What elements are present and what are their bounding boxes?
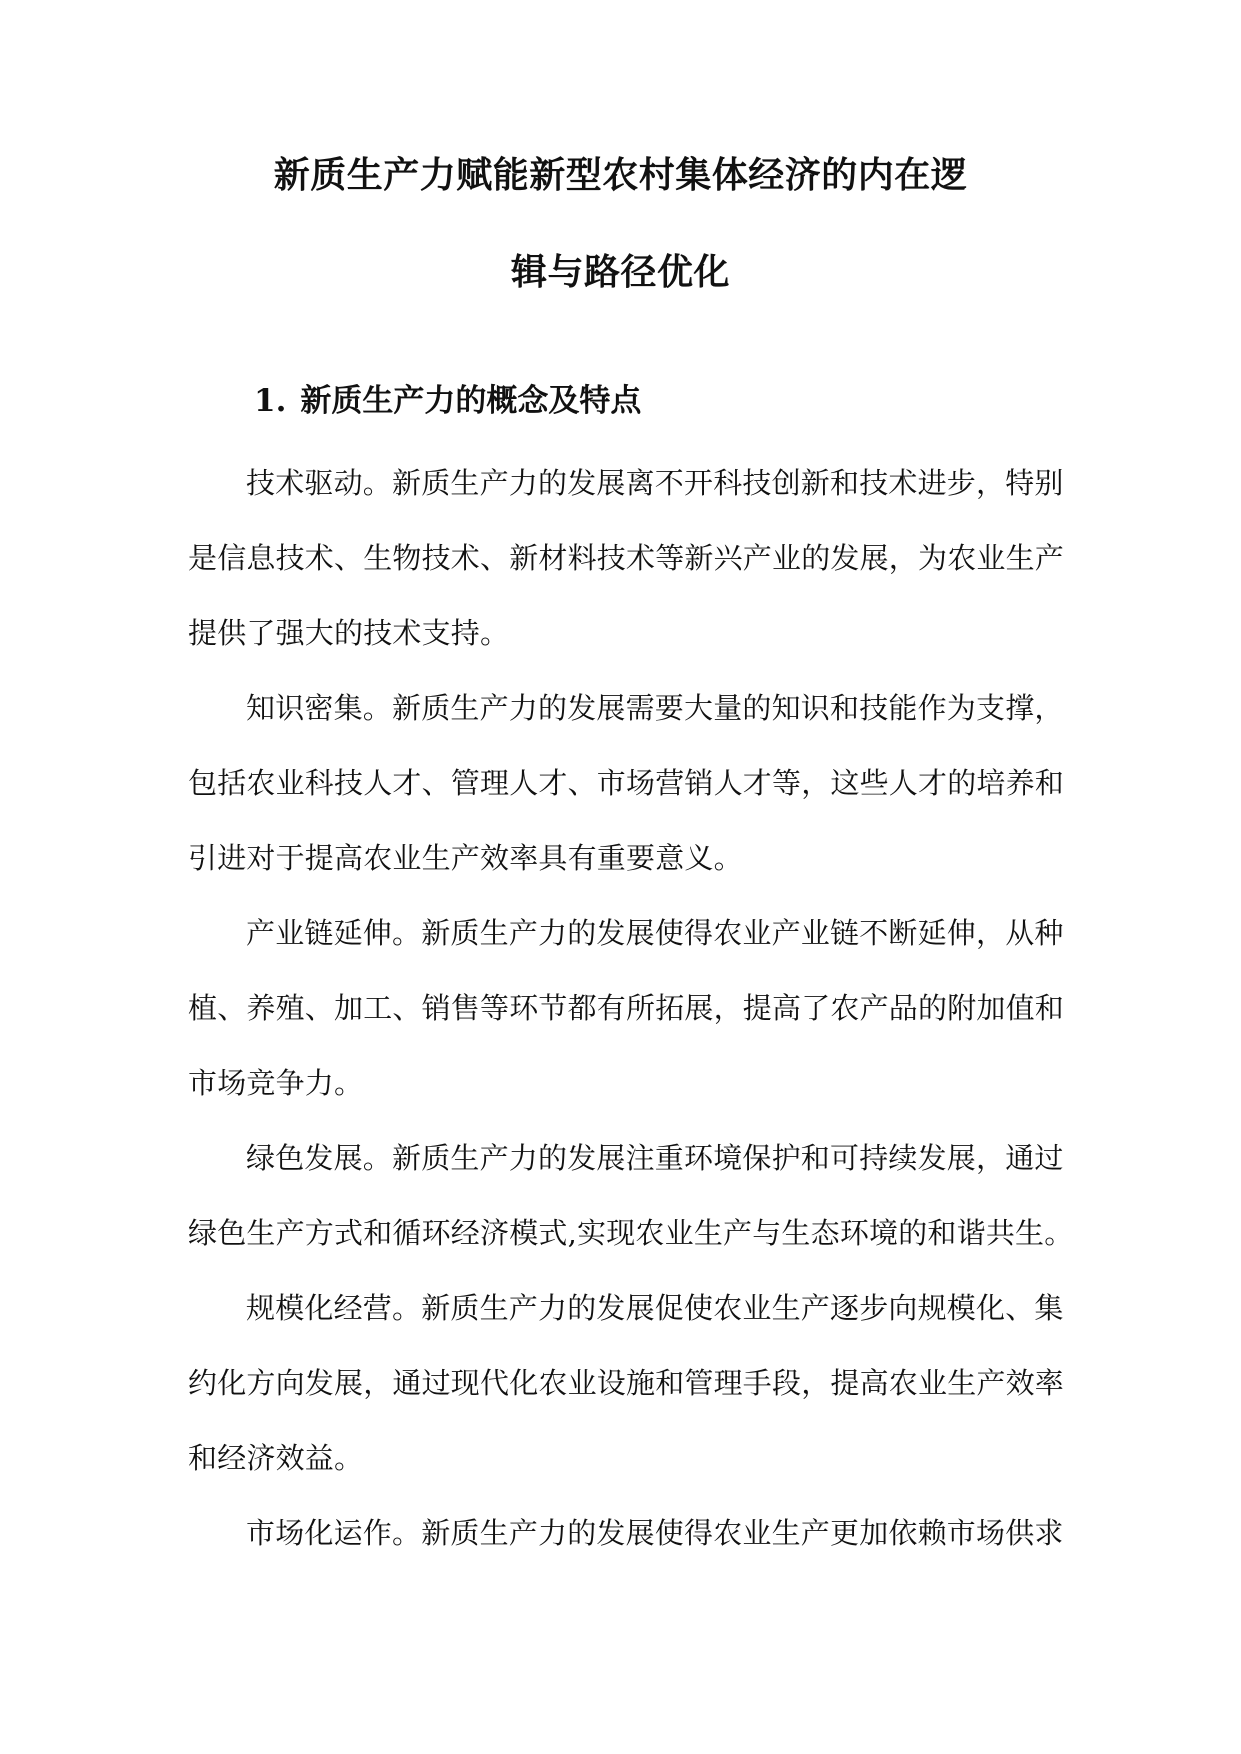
paragraph-line: 技术驱动。新质生产力的发展离不开科技创新和技术进步，特别 (246, 466, 1064, 500)
paragraph-scale-operation (188, 1288, 1065, 1513)
document-title-line-1: 新质生产力赋能新型农村集体经济的内在逻 (273, 154, 968, 196)
paragraph-line: 包括农业科技人才、管理人才、市场营销人才等，这些人才的培养和 (188, 766, 1065, 800)
paragraph-line: 绿色生产方式和循环经济模式,实现农业生产与生态环境的和谐共生。 (188, 1216, 1074, 1250)
paragraph-line: 知识密集。新质生产力的发展需要大量的知识和技能作为支撑， (246, 691, 1064, 725)
document-body (188, 463, 1074, 1588)
paragraph-line: 市场竞争力。 (188, 1066, 364, 1100)
paragraph-line: 和经济效益。 (188, 1441, 364, 1475)
paragraph-line: 市场化运作。新质生产力的发展使得农业生产更加依赖市场供求 (246, 1516, 1064, 1550)
paragraph-line: 是信息技术、生物技术、新材料技术等新兴产业的发展，为农业生产 (188, 541, 1065, 575)
paragraph-market-operation (188, 1513, 1064, 1588)
paragraph-line: 产业链延伸。新质生产力的发展使得农业产业链不断延伸，从种 (246, 916, 1064, 950)
paragraph-knowledge-intensive (188, 688, 1065, 913)
paragraph-line: 引进对于提高农业生产效率具有重要意义。 (188, 841, 743, 875)
paragraph-line: 绿色发展。新质生产力的发展注重环境保护和可持续发展，通过 (246, 1141, 1064, 1175)
section-title: 新质生产力的概念及特点 (300, 383, 642, 419)
paragraph-green-development (188, 1138, 1074, 1288)
paragraph-line: 规模化经营。新质生产力的发展促使农业生产逐步向规模化、集 (246, 1291, 1064, 1325)
document-title-line-2: 辑与路径优化 (510, 251, 730, 293)
paragraph-line: 约化方向发展，通过现代化农业设施和管理手段，提高农业生产效率 (188, 1366, 1065, 1400)
paragraph-line: 植、养殖、加工、销售等环节都有所拓展，提高了农产品的附加值和 (188, 991, 1065, 1025)
paragraph-line: 提供了强大的技术支持。 (188, 616, 510, 650)
paragraph-tech-driven (188, 463, 1065, 688)
paragraph-industry-chain (188, 913, 1065, 1138)
section-number: 1. (254, 383, 287, 419)
section-heading (254, 383, 641, 419)
